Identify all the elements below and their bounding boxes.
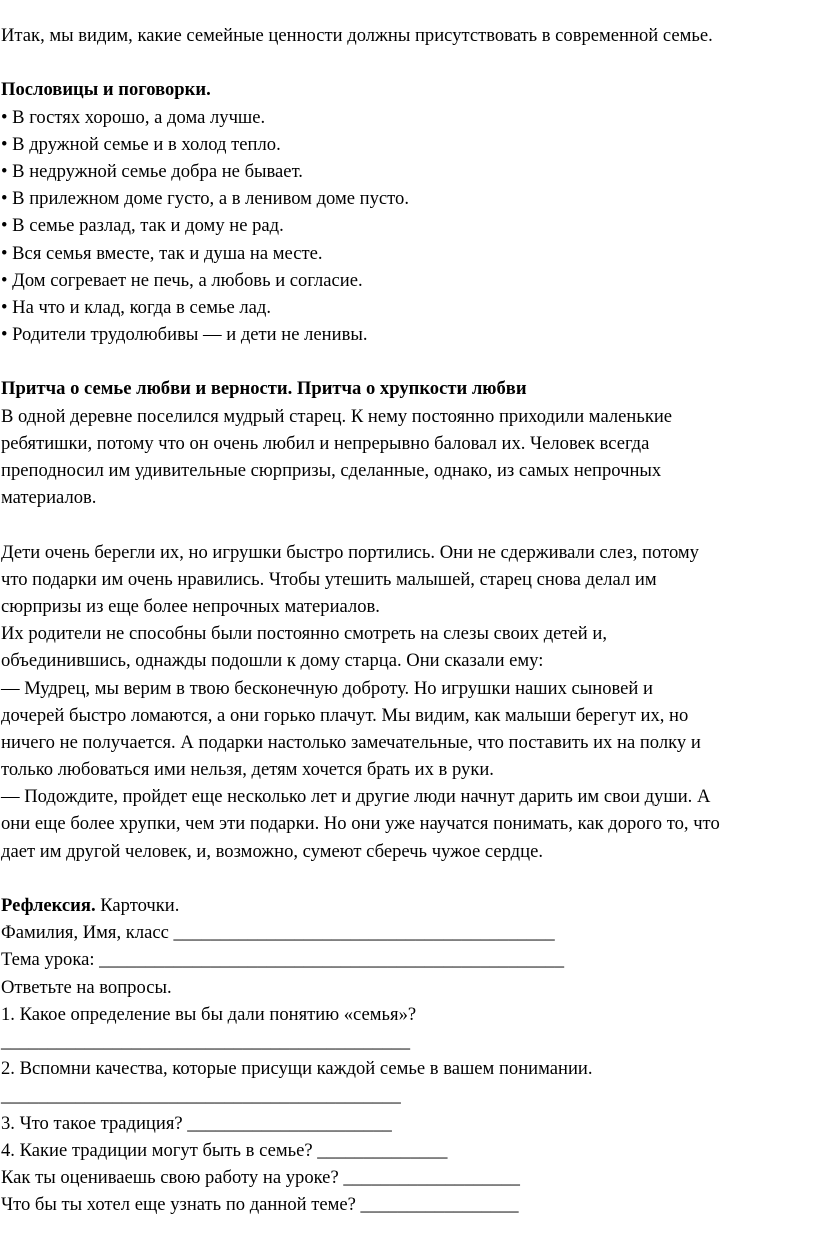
parable-line: сюрпризы из еще более непрочных материалов.: [1, 595, 380, 617]
question-1: 1. Какое определение вы бы дали понятию «семья»?: [1, 1003, 417, 1025]
parable-line: Дети очень берегли их, но игрушки быстро портились. Они не сдерживали слез, потому: [1, 541, 699, 563]
parable-line: только любоваться ими нельзя, детям хочется брать их в руки.: [1, 759, 494, 781]
proverb-item: • Вся семья вместе, так и душа на месте.: [1, 242, 323, 264]
proverb-item: • В гостях хорошо, а дома лучше.: [1, 106, 266, 128]
answer-questions-label: Ответьте на вопросы.: [1, 976, 172, 998]
self-assessment-question: Как ты оцениваешь свою работу на уроке? ___________________: [1, 1166, 520, 1188]
spacer: [1, 348, 816, 375]
parable-line: — Мудрец, мы верим в твою бесконечную доброту. Но игрушки наших сыновей и: [1, 677, 653, 699]
lesson-topic-field: Тема урока: __________________________________________________: [1, 949, 564, 971]
proverb-item: • В недружной семье добра не бывает.: [1, 160, 303, 182]
proverb-item: • Дом согревает не печь, а любовь и согласие.: [1, 269, 363, 291]
parable-line: дочерей быстро ломаются, а они горько плачут. Мы видим, как малыши берегут их, но: [1, 704, 689, 726]
proverb-item: • На что и клад, когда в семье лад.: [1, 296, 271, 318]
proverb-item: • В семье разлад, так и дому не рад.: [1, 215, 284, 237]
parable-line: что подарки им очень нравились. Чтобы утешить малышей, старец снова делал им: [1, 568, 657, 590]
answer-line-2: ___________________________________________: [1, 1085, 401, 1107]
parable-line: ничего не получается. А подарки настолько замечательные, что поставить их на полку и: [1, 731, 701, 753]
parable-line: Их родители не способны были постоянно смотреть на слезы своих детей и,: [1, 623, 607, 645]
spacer: [1, 865, 816, 892]
parable-line: — Подождите, пройдет еще несколько лет и другие люди начнут дарить им свои души. А: [1, 786, 711, 808]
proverb-item: • В прилежном доме густо, а в ленивом доме пусто.: [1, 188, 409, 210]
parable-line: материалов.: [1, 487, 97, 509]
spacer: [1, 511, 816, 538]
further-interest-question: Что бы ты хотел еще узнать по данной теме? _________________: [1, 1194, 519, 1216]
parable-line: дает им другой человек, и, возможно, сумеют сберечь чужое сердце.: [1, 840, 543, 862]
answer-line-1: ____________________________________________: [1, 1030, 411, 1052]
parable-line: ребятишки, потому что он очень любил и непрерывно баловал их. Человек всегда: [1, 432, 650, 454]
proverb-item: • В дружной семье и в холод тепло.: [1, 133, 281, 155]
parable-line: объединившись, однажды подошли к дому старца. Они сказали ему:: [1, 650, 544, 672]
name-class-field: Фамилия, Имя, класс _________________________________________: [1, 922, 555, 944]
question-2: 2. Вспомни качества, которые присущи каждой семье в вашем понимании.: [1, 1058, 593, 1080]
document-page: [0, 22, 816, 1218]
parable-line: В одной деревне поселился мудрый старец. К нему постоянно приходили маленькие: [1, 405, 673, 427]
proverbs-heading: Пословицы и поговорки.: [1, 79, 211, 101]
proverb-item: • Родители трудолюбивы — и дети не ленивы.: [1, 324, 368, 346]
spacer: [1, 49, 816, 76]
reflection-heading: Рефлексия.: [1, 895, 96, 916]
parable-line: преподносил им удивительные сюрпризы, сделанные, однако, из самых непрочных: [1, 460, 662, 481]
intro-text: Итак, мы видим, какие семейные ценности должны присутствовать в современной семье.: [1, 25, 713, 46]
reflection-heading-line: [1, 892, 816, 919]
reflection-heading-rest: Карточки.: [95, 895, 180, 916]
question-4: 4. Какие традиции могут быть в семье? ______________: [1, 1139, 448, 1161]
parable-heading: Притча о семье любви и верности. Притча о хрупкости любви: [1, 378, 527, 400]
question-3: 3. Что такое традиция? ______________________: [1, 1112, 392, 1134]
parable-line: они еще более хрупки, чем эти подарки. Но они уже научатся понимать, как дорого то, что: [1, 813, 720, 835]
